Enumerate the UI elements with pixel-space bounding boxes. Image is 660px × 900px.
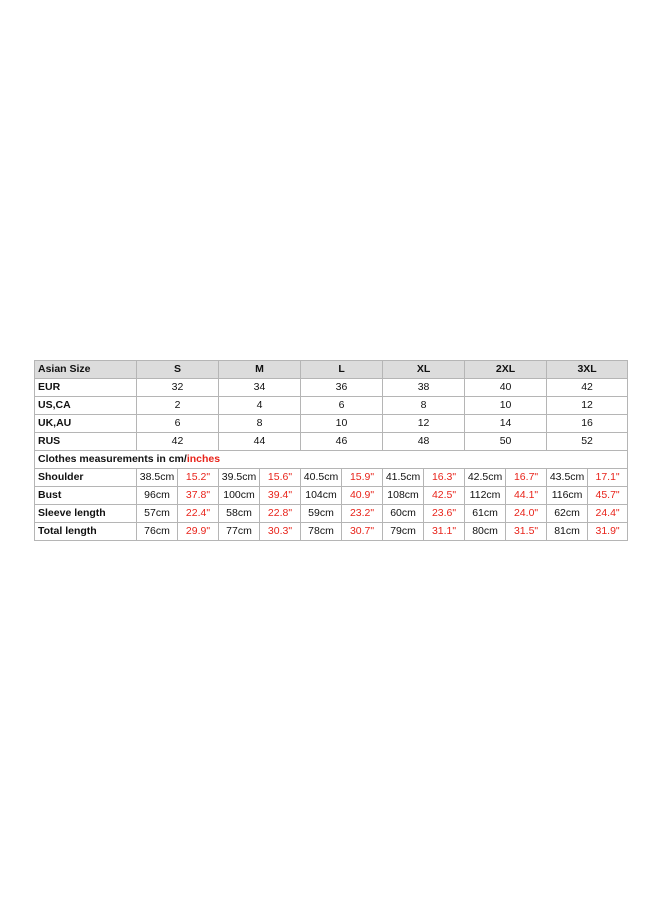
inch-value: 23.6": [424, 505, 465, 523]
conversion-value: 32: [137, 379, 219, 397]
inch-value: 45.7": [588, 487, 628, 505]
row-label: Sleeve length: [35, 505, 137, 523]
inch-value: 17.1": [588, 469, 628, 487]
section-title: [35, 451, 628, 469]
conversion-value: 2: [137, 397, 219, 415]
inch-value: 15.6": [260, 469, 301, 487]
row-label: RUS: [35, 433, 137, 451]
inch-value: 16.3": [424, 469, 465, 487]
size-chart-body: [35, 361, 628, 541]
inch-value: 37.8": [178, 487, 219, 505]
conversion-value: 4: [219, 397, 301, 415]
inch-value: 22.8": [260, 505, 301, 523]
cm-value: 77cm: [219, 523, 260, 541]
cm-value: 42.5cm: [465, 469, 506, 487]
conversion-value: 12: [547, 397, 628, 415]
conversion-value: 6: [137, 415, 219, 433]
section-title-accent: inches: [186, 453, 221, 465]
inch-value: 40.9": [342, 487, 383, 505]
conversion-value: 8: [383, 397, 465, 415]
size-header-row: [35, 361, 628, 379]
conversion-value: 12: [383, 415, 465, 433]
conversion-value: 8: [219, 415, 301, 433]
inch-value: 16.7": [506, 469, 547, 487]
conversion-value: 38: [383, 379, 465, 397]
cm-value: 104cm: [301, 487, 342, 505]
size-header-m: M: [219, 361, 301, 379]
corner-label: Asian Size: [35, 361, 137, 379]
conversion-value: 46: [301, 433, 383, 451]
conversion-row-rus: [35, 433, 628, 451]
conversion-value: 52: [547, 433, 628, 451]
row-label: UK,AU: [35, 415, 137, 433]
inch-value: 31.9": [588, 523, 628, 541]
conversion-row-eur: [35, 379, 628, 397]
cm-value: 108cm: [383, 487, 424, 505]
conversion-value: 6: [301, 397, 383, 415]
measurement-row-sleeve-length: [35, 505, 628, 523]
inch-value: 31.5": [506, 523, 547, 541]
conversion-value: 44: [219, 433, 301, 451]
row-label: Total length: [35, 523, 137, 541]
measurement-row-bust: [35, 487, 628, 505]
conversion-value: 14: [465, 415, 547, 433]
row-label: Shoulder: [35, 469, 137, 487]
conversion-row-us-ca: [35, 397, 628, 415]
conversion-value: 10: [301, 415, 383, 433]
cm-value: 116cm: [547, 487, 588, 505]
cm-value: 100cm: [219, 487, 260, 505]
inch-value: 23.2": [342, 505, 383, 523]
cm-value: 62cm: [547, 505, 588, 523]
cm-value: 38.5cm: [137, 469, 178, 487]
inch-value: 22.4": [178, 505, 219, 523]
cm-value: 60cm: [383, 505, 424, 523]
inch-value: 24.4": [588, 505, 628, 523]
inch-value: 30.3": [260, 523, 301, 541]
measurement-row-shoulder: [35, 469, 628, 487]
cm-value: 78cm: [301, 523, 342, 541]
row-label: EUR: [35, 379, 137, 397]
cm-value: 76cm: [137, 523, 178, 541]
row-label: US,CA: [35, 397, 137, 415]
cm-value: 112cm: [465, 487, 506, 505]
cm-value: 61cm: [465, 505, 506, 523]
inch-value: 42.5": [424, 487, 465, 505]
conversion-value: 10: [465, 397, 547, 415]
inch-value: 29.9": [178, 523, 219, 541]
cm-value: 59cm: [301, 505, 342, 523]
size-header-2xl: 2XL: [465, 361, 547, 379]
cm-value: 96cm: [137, 487, 178, 505]
cm-value: 41.5cm: [383, 469, 424, 487]
conversion-value: 16: [547, 415, 628, 433]
size-header-xl: XL: [383, 361, 465, 379]
cm-value: 57cm: [137, 505, 178, 523]
inch-value: 39.4": [260, 487, 301, 505]
inch-value: 15.9": [342, 469, 383, 487]
conversion-value: 42: [137, 433, 219, 451]
size-header-l: L: [301, 361, 383, 379]
size-header-s: S: [137, 361, 219, 379]
conversion-value: 34: [219, 379, 301, 397]
cm-value: 40.5cm: [301, 469, 342, 487]
conversion-value: 50: [465, 433, 547, 451]
cm-value: 58cm: [219, 505, 260, 523]
conversion-row-uk-au: [35, 415, 628, 433]
conversion-value: 42: [547, 379, 628, 397]
inch-value: 24.0": [506, 505, 547, 523]
inch-value: 30.7": [342, 523, 383, 541]
inch-value: 44.1": [506, 487, 547, 505]
row-label: Bust: [35, 487, 137, 505]
cm-value: 43.5cm: [547, 469, 588, 487]
cm-value: 80cm: [465, 523, 506, 541]
size-chart-table: [34, 360, 628, 541]
conversion-value: 36: [301, 379, 383, 397]
inch-value: 31.1": [424, 523, 465, 541]
size-header-3xl: 3XL: [547, 361, 628, 379]
conversion-value: 40: [465, 379, 547, 397]
section-title-row: [35, 451, 628, 469]
cm-value: 81cm: [547, 523, 588, 541]
conversion-value: 48: [383, 433, 465, 451]
section-title-text: Clothes measurements in cm/: [38, 453, 187, 465]
measurement-row-total-length: [35, 523, 628, 541]
inch-value: 15.2": [178, 469, 219, 487]
cm-value: 39.5cm: [219, 469, 260, 487]
cm-value: 79cm: [383, 523, 424, 541]
